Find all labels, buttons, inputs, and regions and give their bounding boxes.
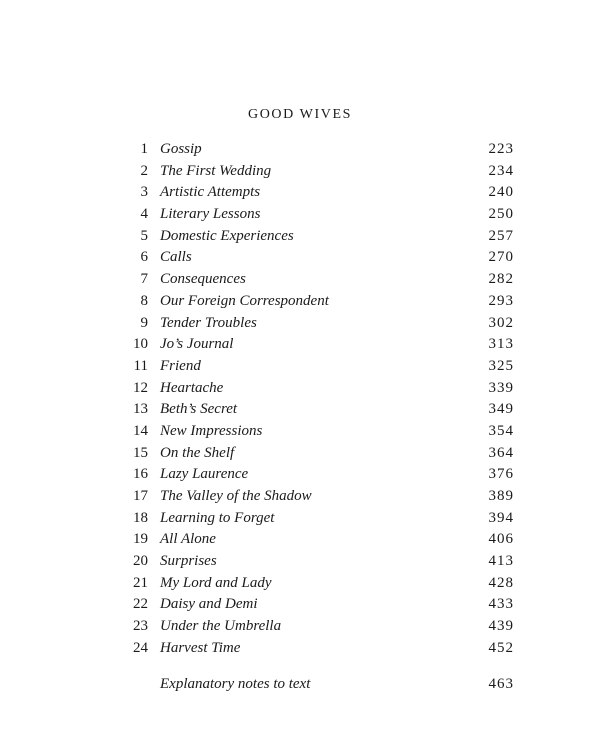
toc-entry[interactable]: [0, 464, 600, 486]
chapter-number: 19: [133, 531, 148, 548]
notes-title: Explanatory notes to text: [160, 676, 311, 692]
chapter-title: The First Wedding: [160, 162, 272, 179]
toc-entry[interactable]: [0, 443, 600, 465]
chapter-title: Beth’s Secret: [160, 401, 238, 418]
chapter-title: Gossip: [160, 141, 202, 157]
chapter-title: Our Foreign Correspondent: [160, 292, 329, 309]
toc-entry[interactable]: [0, 291, 600, 313]
chapter-page-number: 240: [488, 184, 514, 201]
toc-entry[interactable]: [0, 486, 600, 508]
chapter-page-number: 376: [488, 466, 514, 483]
table-of-contents: [0, 139, 600, 660]
chapter-page-number: 394: [488, 509, 514, 526]
toc-entry[interactable]: [0, 399, 600, 421]
chapter-page-number: 354: [488, 422, 514, 439]
toc-entry[interactable]: [0, 573, 600, 595]
toc-entry[interactable]: [0, 529, 600, 551]
chapter-number: 20: [133, 553, 148, 570]
chapter-title: Learning to Forget: [160, 509, 275, 526]
chapter-title: New Impressions: [160, 422, 263, 439]
chapter-page-number: 439: [488, 618, 514, 635]
chapter-number: 7: [140, 271, 148, 288]
chapter-page-number: 406: [488, 531, 514, 548]
chapter-title: Literary Lessons: [160, 206, 261, 223]
chapter-title: Consequences: [160, 271, 246, 288]
chapter-number: 10: [133, 336, 148, 353]
chapter-page-number: 452: [488, 639, 514, 656]
chapter-number: 3: [140, 184, 148, 201]
chapter-page-number: 364: [488, 444, 514, 461]
chapter-page-number: 270: [488, 249, 514, 266]
chapter-title: Artistic Attempts: [160, 184, 261, 201]
chapter-number: 18: [133, 509, 148, 526]
chapter-page-number: 389: [488, 488, 514, 504]
toc-entry[interactable]: [0, 638, 600, 660]
chapter-title: Domestic Experiences: [160, 227, 294, 244]
chapter-title: All Alone: [160, 531, 216, 548]
toc-entry[interactable]: [0, 378, 600, 400]
toc-entry[interactable]: [0, 139, 600, 161]
chapter-number: 16: [133, 466, 148, 483]
chapter-page-number: 349: [488, 401, 514, 418]
notes-entry[interactable]: [0, 674, 600, 696]
chapter-title: Surprises: [160, 553, 217, 570]
chapter-title: Heartache: [160, 379, 224, 396]
chapter-title: Calls: [160, 249, 192, 266]
chapter-title: My Lord and Lady: [160, 574, 272, 591]
chapter-title: Friend: [160, 357, 201, 374]
chapter-title: Daisy and Demi: [160, 596, 258, 613]
notes-page-number: 463: [488, 676, 514, 692]
chapter-number: 9: [140, 314, 148, 331]
toc-entry[interactable]: [0, 226, 600, 248]
chapter-page-number: 250: [488, 206, 514, 223]
toc-entry[interactable]: [0, 334, 600, 356]
chapter-page-number: 428: [488, 574, 514, 591]
chapter-page-number: 339: [488, 379, 514, 396]
chapter-number: 15: [133, 444, 148, 461]
toc-entry[interactable]: [0, 313, 600, 335]
chapter-page-number: 325: [488, 357, 514, 374]
chapter-page-number: 257: [488, 227, 514, 244]
chapter-page-number: 282: [488, 271, 514, 288]
toc-entry[interactable]: [0, 247, 600, 269]
chapter-number: 11: [133, 357, 148, 374]
chapter-title: The Valley of the Shadow: [160, 488, 312, 504]
chapter-number: 22: [133, 596, 148, 613]
chapter-page-number: 234: [488, 162, 514, 179]
toc-entry[interactable]: [0, 161, 600, 183]
toc-entry[interactable]: [0, 551, 600, 573]
chapter-number: 4: [140, 206, 148, 223]
toc-entry[interactable]: [0, 508, 600, 530]
toc-entry[interactable]: [0, 421, 600, 443]
toc-entry[interactable]: [0, 204, 600, 226]
chapter-page-number: 313: [488, 336, 514, 353]
section-title: GOOD WIVES: [247, 107, 352, 122]
chapter-number: 21: [133, 574, 148, 591]
chapter-number: 12: [133, 379, 148, 396]
toc-entry[interactable]: [0, 269, 600, 291]
chapter-title: On the Shelf: [160, 444, 235, 461]
chapter-page-number: 413: [488, 553, 514, 570]
chapter-title: Harvest Time: [160, 639, 241, 656]
toc-entry[interactable]: [0, 616, 600, 638]
chapter-page-number: 433: [488, 596, 514, 613]
chapter-number: 2: [140, 162, 148, 179]
chapter-title: Lazy Laurence: [160, 466, 249, 483]
chapter-number: 13: [133, 401, 148, 418]
chapter-number: 23: [133, 618, 148, 635]
chapter-page-number: 223: [488, 141, 514, 157]
chapter-number: 1: [140, 141, 148, 157]
chapter-title: Jo’s Journal: [160, 336, 234, 353]
chapter-number: 6: [140, 249, 148, 266]
toc-entry[interactable]: [0, 182, 600, 204]
chapter-number: 24: [133, 639, 148, 656]
chapter-number: 5: [140, 227, 148, 244]
chapter-number: 14: [133, 422, 148, 439]
toc-entry[interactable]: [0, 594, 600, 616]
chapter-title: Tender Troubles: [160, 314, 257, 331]
chapter-page-number: 293: [488, 292, 514, 309]
chapter-number: 8: [140, 292, 148, 309]
chapter-number: 17: [133, 488, 148, 504]
chapter-title: Under the Umbrella: [160, 618, 282, 635]
chapter-page-number: 302: [488, 314, 514, 331]
toc-entry[interactable]: [0, 356, 600, 378]
